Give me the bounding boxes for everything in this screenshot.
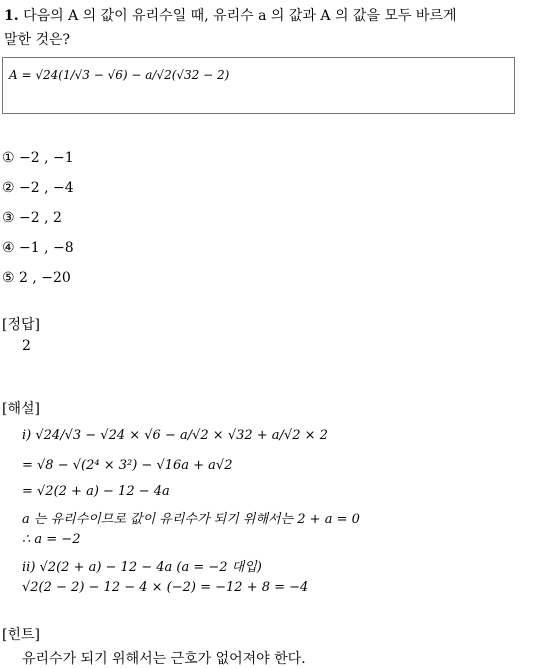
option-1[interactable] [2,150,74,166]
option-3[interactable] [2,210,62,226]
question-text [4,4,457,52]
option-4-text: −1 , −8 [19,240,74,256]
option-3-text: −2 , 2 [19,210,62,226]
option-3-marker: ③ [2,210,15,226]
option-2[interactable] [2,180,74,196]
solution-line-5: ∴ a = −2 [22,532,81,547]
option-1-marker: ① [2,150,15,166]
hint-text: 유리수가 되기 위해서는 근호가 없어져야 한다. [22,651,306,667]
option-4[interactable] [2,240,74,256]
solution-line-7: √2(2 − 2) − 12 − 4 × (−2) = −12 + 8 = −4 [22,580,309,595]
option-5-marker: ⑤ [2,270,15,286]
solution-line-1: i) √24/√3 − √24 × √6 − a/√2 × √32 + a/√2 × 2 [22,428,328,443]
formula-box [2,57,515,114]
option-2-marker: ② [2,180,15,196]
answer-value: 2 [22,338,31,354]
option-5[interactable] [2,270,71,286]
answer-label: [정답] [2,317,40,333]
question-number: 1. [4,8,19,24]
question-line-1: 다음의 A 의 값이 유리수일 때, 유리수 a 의 값과 A 의 값을 모두 바르게 [23,8,457,24]
solution-line-2: = √8 − √(2⁴ × 3²) − √16a + a√2 [22,458,233,473]
option-2-text: −2 , −4 [19,180,74,196]
solution-label: [해설] [2,401,40,417]
solution-line-6: ii) √2(2 + a) − 12 − 4a (a = −2 대입) [22,560,262,575]
option-5-text: 2 , −20 [19,270,71,286]
option-4-marker: ④ [2,240,15,256]
hint-label: [힌트] [2,627,40,643]
option-1-text: −2 , −1 [19,150,74,166]
solution-line-3: = √2(2 + a) − 12 − 4a [22,484,170,499]
question-line-2: 말한 것은? [4,32,71,48]
formula: A = √24(1/√3 − √6) − a/√2(√32 − 2) [9,68,230,82]
solution-line-4: a 는 유리수이므로 값이 유리수가 되기 위해서는 2 + a = 0 [22,512,360,527]
